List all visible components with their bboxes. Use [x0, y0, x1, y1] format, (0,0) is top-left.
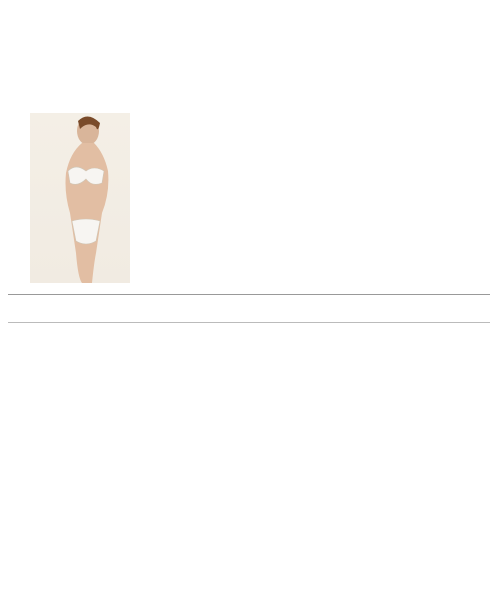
divider [8, 294, 490, 295]
model-photo [30, 113, 130, 283]
divider [8, 322, 490, 323]
